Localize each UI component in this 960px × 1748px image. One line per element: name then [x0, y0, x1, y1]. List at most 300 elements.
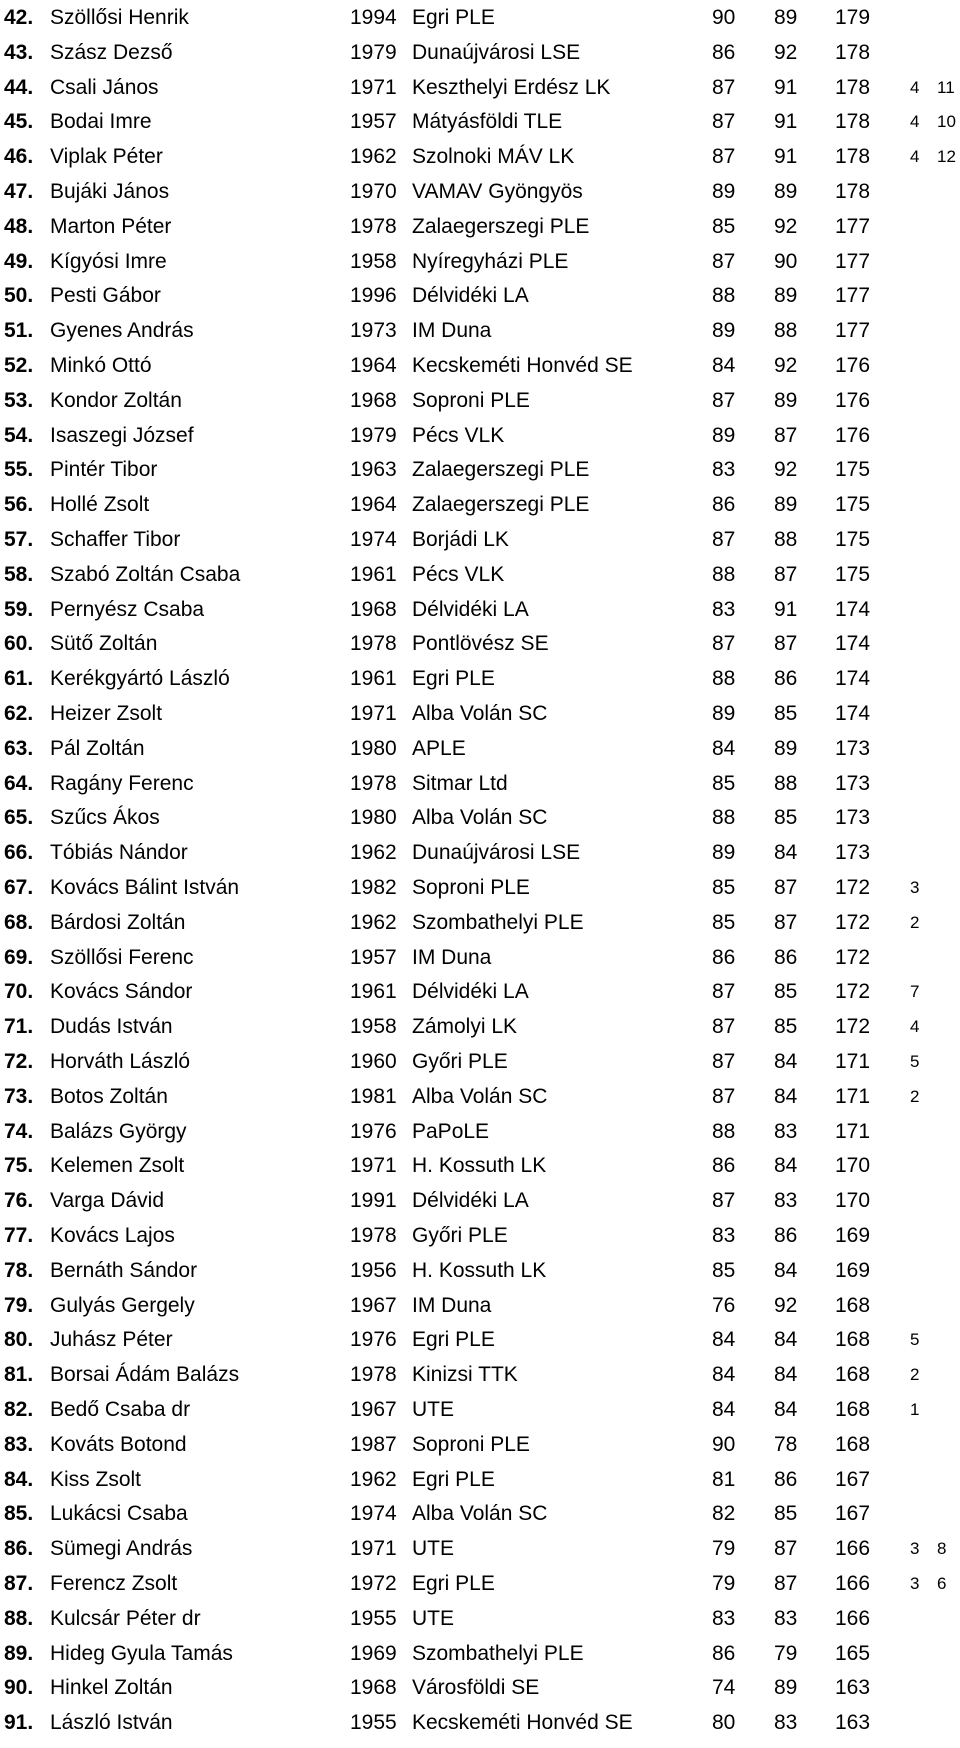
- table-row: [0, 593, 960, 627]
- total-score: 172: [835, 876, 871, 899]
- club-name: Pontlövész SE: [412, 632, 549, 656]
- club-name: Alba Volán SC: [412, 1502, 548, 1526]
- score-second: 92: [774, 354, 798, 377]
- competitor-name: Hinkel Zoltán: [50, 1676, 173, 1700]
- competitor-name: Kováts Botond: [50, 1432, 187, 1456]
- score-first: 86: [712, 1154, 736, 1178]
- score-first: 86: [712, 1641, 736, 1665]
- score-first: 87: [712, 145, 736, 169]
- club-name: Dunaújvárosi LSE: [412, 841, 581, 865]
- score-first: 85: [712, 214, 736, 238]
- score-second: 84: [774, 1050, 798, 1073]
- birth-year: 1976: [350, 1119, 397, 1143]
- club-name: IM Duna: [412, 945, 492, 969]
- club-name: Délvidéki LA: [412, 597, 529, 621]
- score-second: 84: [774, 1398, 798, 1421]
- rank: 59.: [4, 597, 34, 621]
- competitor-name: Szász Dezső: [50, 40, 173, 64]
- score-first: 87: [712, 1189, 736, 1213]
- score-second: 90: [774, 249, 798, 273]
- birth-year: 1963: [350, 458, 397, 482]
- competitor-name: Viplak Péter: [50, 145, 163, 169]
- score-first: 85: [712, 876, 736, 899]
- score-second: 87: [774, 910, 798, 934]
- score-first: 80: [712, 1711, 736, 1735]
- total-score: 178: [835, 180, 871, 203]
- birth-year: 1958: [350, 249, 397, 273]
- club-name: Egri PLE: [412, 6, 495, 29]
- extra-score-1: 7: [910, 982, 920, 1002]
- score-second: 85: [774, 806, 798, 830]
- score-second: 87: [774, 632, 798, 656]
- score-second: 86: [774, 945, 798, 969]
- club-name: Soproni PLE: [412, 876, 530, 899]
- birth-year: 1974: [350, 528, 397, 551]
- score-second: 87: [774, 1537, 798, 1561]
- extra-score-1: 2: [910, 1086, 920, 1106]
- extra-score-1: 4: [910, 1017, 920, 1037]
- rank: 72.: [4, 1050, 34, 1073]
- competitor-name: Juhász Péter: [50, 1328, 173, 1352]
- rank: 74.: [4, 1119, 34, 1143]
- club-name: Egri PLE: [412, 1328, 495, 1352]
- competitor-name: Marton Péter: [50, 214, 172, 238]
- club-name: H. Kossuth LK: [412, 1154, 547, 1178]
- total-score: 166: [835, 1537, 871, 1561]
- competitor-name: Pesti Gábor: [50, 284, 161, 308]
- total-score: 178: [835, 40, 871, 64]
- table-row: [0, 1463, 960, 1497]
- rank: 43.: [4, 40, 34, 64]
- score-first: 83: [712, 458, 736, 482]
- competitor-name: Sümegi András: [50, 1537, 193, 1561]
- table-row: [0, 1706, 960, 1740]
- score-first: 88: [712, 562, 736, 586]
- total-score: 177: [835, 284, 871, 308]
- total-score: 167: [835, 1467, 871, 1491]
- rank: 42.: [4, 6, 34, 29]
- birth-year: 1968: [350, 597, 397, 621]
- table-row: [0, 697, 960, 731]
- competitor-name: Ragány Ferenc: [50, 771, 194, 795]
- club-name: Kecskeméti Honvéd SE: [412, 1711, 633, 1735]
- competitor-name: Bodai Imre: [50, 110, 152, 134]
- score-first: 87: [712, 110, 736, 134]
- table-row: [0, 1219, 960, 1253]
- rank: 73.: [4, 1084, 34, 1108]
- birth-year: 1967: [350, 1293, 397, 1317]
- club-name: UTE: [412, 1606, 454, 1630]
- competitor-name: Ferencz Zsolt: [50, 1572, 178, 1595]
- score-first: 88: [712, 1119, 736, 1143]
- extra-score-1: 3: [910, 1574, 920, 1593]
- birth-year: 1960: [350, 1050, 397, 1073]
- birth-year: 1979: [350, 423, 397, 447]
- rank: 91.: [4, 1711, 34, 1735]
- total-score: 178: [835, 75, 871, 99]
- score-first: 87: [712, 388, 736, 412]
- competitor-name: Szöllősi Henrik: [50, 6, 189, 29]
- competitor-name: Kígyósi Imre: [50, 249, 167, 273]
- club-name: Dunaújvárosi LSE: [412, 40, 581, 64]
- rank: 61.: [4, 667, 34, 691]
- score-first: 89: [712, 702, 736, 725]
- competitor-name: Borsai Ádám Balázs: [50, 1363, 240, 1387]
- score-second: 91: [774, 145, 798, 169]
- birth-year: 1987: [350, 1432, 397, 1456]
- birth-year: 1991: [350, 1189, 397, 1213]
- total-score: 176: [835, 354, 871, 377]
- competitor-name: Kiss Zsolt: [50, 1467, 142, 1491]
- score-first: 82: [712, 1502, 736, 1526]
- competitor-name: Bujáki János: [50, 180, 170, 203]
- table-row: [0, 1358, 960, 1392]
- rank: 66.: [4, 841, 34, 865]
- extra-score-1: 4: [910, 147, 920, 167]
- extra-score-2: 8: [937, 1539, 947, 1559]
- birth-year: 1971: [350, 702, 397, 725]
- club-name: Sitmar Ltd: [412, 771, 508, 795]
- total-score: 170: [835, 1189, 871, 1213]
- score-second: 87: [774, 1572, 798, 1595]
- total-score: 169: [835, 1258, 871, 1282]
- score-first: 85: [712, 771, 736, 795]
- rank: 57.: [4, 528, 34, 551]
- club-name: Egri PLE: [412, 667, 495, 691]
- score-first: 74: [712, 1676, 736, 1700]
- score-second: 91: [774, 75, 798, 99]
- total-score: 171: [835, 1050, 871, 1073]
- score-first: 87: [712, 980, 736, 1004]
- birth-year: 1955: [350, 1606, 397, 1630]
- score-second: 84: [774, 1328, 798, 1352]
- birth-year: 1961: [350, 667, 397, 691]
- score-second: 84: [774, 1084, 798, 1108]
- score-first: 84: [712, 354, 736, 377]
- score-first: 84: [712, 736, 736, 760]
- competitor-name: Heizer Zsolt: [50, 702, 163, 725]
- score-second: 83: [774, 1606, 798, 1630]
- total-score: 172: [835, 1015, 871, 1039]
- rank: 44.: [4, 75, 34, 99]
- score-first: 88: [712, 667, 736, 691]
- competitor-name: Botos Zoltán: [50, 1084, 168, 1108]
- score-second: 87: [774, 423, 798, 447]
- score-first: 88: [712, 806, 736, 830]
- total-score: 168: [835, 1293, 871, 1317]
- club-name: Szolnoki MÁV LK: [412, 145, 575, 169]
- club-name: Kecskeméti Honvéd SE: [412, 354, 633, 377]
- rank: 48.: [4, 214, 34, 238]
- total-score: 170: [835, 1154, 871, 1178]
- birth-year: 1955: [350, 1711, 397, 1735]
- competitor-name: Balázs György: [50, 1119, 187, 1143]
- birth-year: 1962: [350, 1467, 397, 1491]
- club-name: Délvidéki LA: [412, 980, 529, 1004]
- score-first: 88: [712, 284, 736, 308]
- score-first: 87: [712, 1015, 736, 1039]
- club-name: Zalaegerszegi PLE: [412, 214, 590, 238]
- rank: 83.: [4, 1432, 34, 1456]
- club-name: Szombathelyi PLE: [412, 910, 584, 934]
- club-name: Zalaegerszegi PLE: [412, 493, 590, 517]
- club-name: Délvidéki LA: [412, 1189, 529, 1213]
- table-row: [0, 941, 960, 975]
- birth-year: 1980: [350, 736, 397, 760]
- rank: 64.: [4, 771, 34, 795]
- rank: 71.: [4, 1015, 34, 1039]
- score-first: 86: [712, 40, 736, 64]
- club-name: Egri PLE: [412, 1572, 495, 1595]
- score-first: 85: [712, 910, 736, 934]
- table-row: [0, 1393, 960, 1427]
- total-score: 171: [835, 1084, 871, 1108]
- rank: 47.: [4, 180, 34, 203]
- score-first: 83: [712, 1224, 736, 1247]
- total-score: 175: [835, 562, 871, 586]
- score-second: 92: [774, 40, 798, 64]
- competitor-name: Hollé Zsolt: [50, 493, 150, 517]
- total-score: 172: [835, 945, 871, 969]
- competitor-name: Kerékgyártó László: [50, 667, 230, 691]
- competitor-name: Bernáth Sándor: [50, 1258, 198, 1282]
- score-second: 84: [774, 1363, 798, 1387]
- score-second: 86: [774, 1224, 798, 1247]
- extra-score-2: 12: [937, 147, 956, 167]
- competitor-name: Kovács Bálint István: [50, 876, 240, 899]
- birth-year: 1961: [350, 562, 397, 586]
- table-row: [0, 1637, 960, 1671]
- club-name: Soproni PLE: [412, 1432, 530, 1456]
- table-row: [0, 1428, 960, 1462]
- birth-year: 1982: [350, 876, 397, 899]
- score-first: 89: [712, 180, 736, 203]
- score-second: 85: [774, 1502, 798, 1526]
- table-row: [0, 349, 960, 383]
- score-second: 84: [774, 1258, 798, 1282]
- table-row: [0, 1602, 960, 1636]
- total-score: 173: [835, 806, 871, 830]
- table-row: [0, 523, 960, 557]
- competitor-name: Dudás István: [50, 1015, 173, 1039]
- competitor-name: Horváth László: [50, 1050, 191, 1073]
- total-score: 178: [835, 110, 871, 134]
- competitor-name: Kovács Sándor: [50, 980, 193, 1004]
- competitor-name: Kovács Lajos: [50, 1224, 175, 1247]
- score-first: 85: [712, 1258, 736, 1282]
- score-first: 89: [712, 841, 736, 865]
- competitor-name: László István: [50, 1711, 173, 1735]
- birth-year: 1973: [350, 319, 397, 343]
- rank: 65.: [4, 806, 34, 830]
- table-row: [0, 105, 960, 139]
- birth-year: 1978: [350, 1224, 397, 1247]
- table-row: [0, 453, 960, 487]
- total-score: 177: [835, 214, 871, 238]
- total-score: 173: [835, 841, 871, 865]
- table-row: [0, 314, 960, 348]
- table-row: [0, 801, 960, 835]
- score-first: 83: [712, 597, 736, 621]
- score-second: 92: [774, 1293, 798, 1317]
- score-second: 89: [774, 493, 798, 517]
- competitor-name: Kelemen Zsolt: [50, 1154, 185, 1178]
- club-name: Nyíregyházi PLE: [412, 249, 569, 273]
- total-score: 176: [835, 423, 871, 447]
- extra-score-1: 5: [910, 1330, 920, 1350]
- table-row: [0, 140, 960, 174]
- competitor-name: Hideg Gyula Tamás: [50, 1641, 233, 1665]
- competitor-name: Bedő Csaba dr: [50, 1398, 191, 1421]
- table-row: [0, 175, 960, 209]
- total-score: 173: [835, 771, 871, 795]
- score-second: 89: [774, 388, 798, 412]
- competitor-name: Szűcs Ákos: [50, 806, 160, 830]
- extra-score-1: 4: [910, 77, 920, 97]
- score-second: 92: [774, 458, 798, 482]
- score-second: 88: [774, 528, 798, 551]
- birth-year: 1958: [350, 1015, 397, 1039]
- rank: 58.: [4, 562, 34, 586]
- club-name: Pécs VLK: [412, 562, 505, 586]
- club-name: Egri PLE: [412, 1467, 495, 1491]
- total-score: 163: [835, 1676, 871, 1700]
- rank: 87.: [4, 1572, 34, 1595]
- total-score: 171: [835, 1119, 871, 1143]
- extra-score-1: 3: [910, 1539, 920, 1559]
- rank: 54.: [4, 423, 34, 447]
- table-row: [0, 975, 960, 1009]
- birth-year: 1956: [350, 1258, 397, 1282]
- birth-year: 1967: [350, 1398, 397, 1421]
- club-name: Alba Volán SC: [412, 806, 548, 830]
- total-score: 168: [835, 1363, 871, 1387]
- score-first: 84: [712, 1363, 736, 1387]
- club-name: H. Kossuth LK: [412, 1258, 547, 1282]
- extra-score-2: 6: [937, 1574, 947, 1593]
- table-row: [0, 384, 960, 418]
- score-second: 83: [774, 1711, 798, 1735]
- rank: 80.: [4, 1328, 34, 1352]
- total-score: 175: [835, 493, 871, 517]
- table-row: [0, 906, 960, 940]
- rank: 63.: [4, 736, 34, 760]
- score-first: 86: [712, 945, 736, 969]
- competitor-name: Kondor Zoltán: [50, 388, 182, 412]
- table-row: [0, 419, 960, 453]
- rank: 46.: [4, 145, 34, 169]
- competitor-name: Lukácsi Csaba: [50, 1502, 188, 1526]
- table-row: [0, 36, 960, 70]
- total-score: 176: [835, 388, 871, 412]
- score-second: 89: [774, 6, 798, 29]
- score-second: 88: [774, 319, 798, 343]
- club-name: Zalaegerszegi PLE: [412, 458, 590, 482]
- competitor-name: Tóbiás Nándor: [50, 841, 188, 865]
- table-row: [0, 279, 960, 313]
- score-first: 86: [712, 493, 736, 517]
- club-name: UTE: [412, 1398, 454, 1421]
- club-name: IM Duna: [412, 319, 492, 343]
- birth-year: 1968: [350, 1676, 397, 1700]
- birth-year: 1978: [350, 771, 397, 795]
- total-score: 175: [835, 528, 871, 551]
- table-row: [0, 1289, 960, 1323]
- birth-year: 1972: [350, 1572, 397, 1595]
- club-name: UTE: [412, 1537, 454, 1561]
- score-second: 84: [774, 841, 798, 865]
- table-row: [0, 1532, 960, 1566]
- club-name: PaPoLE: [412, 1119, 490, 1143]
- club-name: APLE: [412, 736, 466, 760]
- score-second: 89: [774, 284, 798, 308]
- score-first: 89: [712, 319, 736, 343]
- table-row: [0, 662, 960, 696]
- rank: 79.: [4, 1293, 34, 1317]
- score-second: 78: [774, 1432, 798, 1456]
- rank: 51.: [4, 319, 34, 343]
- score-first: 79: [712, 1572, 736, 1595]
- total-score: 178: [835, 145, 871, 169]
- birth-year: 1962: [350, 841, 397, 865]
- total-score: 177: [835, 319, 871, 343]
- rank: 84.: [4, 1467, 34, 1491]
- rank: 67.: [4, 876, 34, 899]
- score-second: 79: [774, 1641, 798, 1665]
- birth-year: 1980: [350, 806, 397, 830]
- club-name: Mátyásföldi TLE: [412, 110, 563, 134]
- rank: 53.: [4, 388, 34, 412]
- table-row: [0, 1010, 960, 1044]
- score-first: 87: [712, 632, 736, 656]
- competitor-name: Bárdosi Zoltán: [50, 910, 186, 934]
- birth-year: 1978: [350, 214, 397, 238]
- birth-year: 1961: [350, 980, 397, 1004]
- rank: 68.: [4, 910, 34, 934]
- extra-score-1: 1: [910, 1400, 920, 1419]
- table-row: [0, 1045, 960, 1079]
- rank: 49.: [4, 249, 34, 273]
- table-row: [0, 732, 960, 766]
- club-name: Borjádi LK: [412, 528, 509, 551]
- competitor-name: Gyenes András: [50, 319, 194, 343]
- table-row: [0, 558, 960, 592]
- extra-score-1: 3: [910, 878, 920, 897]
- competitor-name: Pál Zoltán: [50, 736, 145, 760]
- club-name: IM Duna: [412, 1293, 492, 1317]
- table-row: [0, 1115, 960, 1149]
- extra-score-2: 11: [937, 77, 955, 97]
- table-row: [0, 1184, 960, 1218]
- rank: 88.: [4, 1606, 34, 1630]
- total-score: 168: [835, 1328, 871, 1352]
- score-second: 83: [774, 1119, 798, 1143]
- birth-year: 1962: [350, 910, 397, 934]
- birth-year: 1964: [350, 493, 397, 517]
- score-first: 87: [712, 528, 736, 551]
- score-second: 85: [774, 1015, 798, 1039]
- rank: 86.: [4, 1537, 34, 1561]
- club-name: Szombathelyi PLE: [412, 1641, 584, 1665]
- table-row: [0, 488, 960, 522]
- club-name: Alba Volán SC: [412, 1084, 548, 1108]
- score-first: 79: [712, 1537, 736, 1561]
- birth-year: 1994: [350, 6, 397, 29]
- competitor-name: Szöllősi Ferenc: [50, 945, 194, 969]
- score-first: 81: [712, 1467, 736, 1491]
- birth-year: 1970: [350, 180, 397, 203]
- birth-year: 1976: [350, 1328, 397, 1352]
